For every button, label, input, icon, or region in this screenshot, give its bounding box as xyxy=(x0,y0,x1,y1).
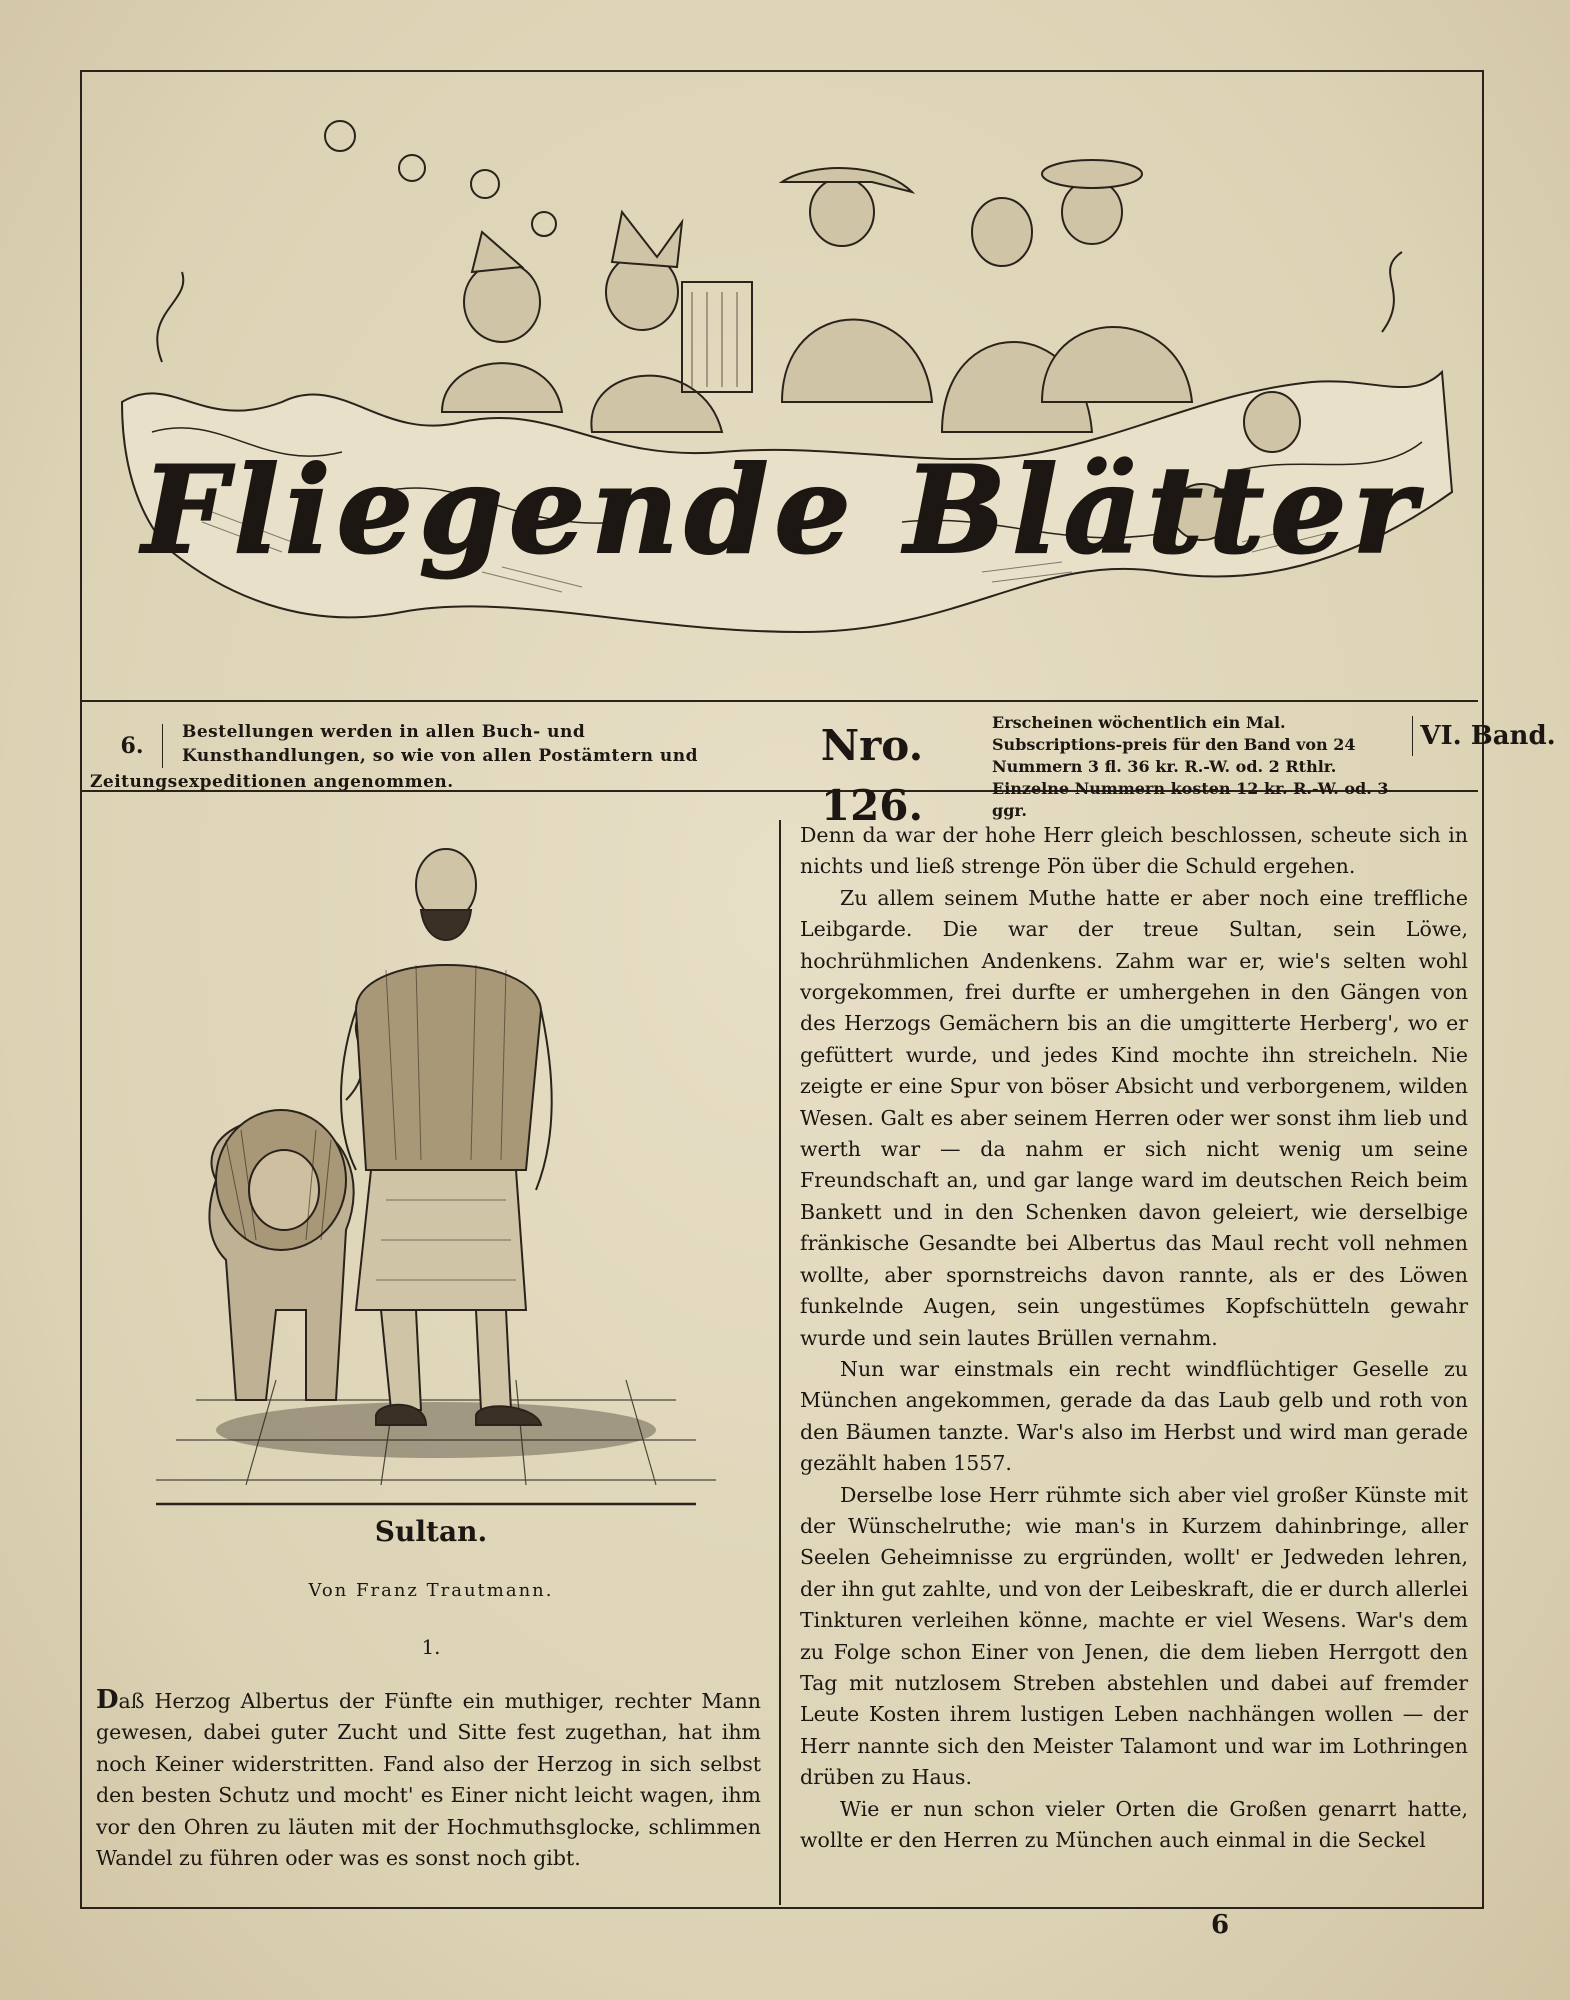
issue-number: Nro. 126. xyxy=(820,721,924,830)
right-column xyxy=(800,820,1470,1900)
engraving xyxy=(156,840,716,1510)
left-column xyxy=(96,820,766,1900)
paragraph: Derselbe lose Herr rühmte sich aber viel großer Künste mit der Wünschelruthe; wie man's in Kurzem dahinbringe, aller Seelen Geheimnisse zu ergründen, wollt' er Jedweden lehren, der ihn gut zahlte, und von der Leibeskraft, die er durch allerlei Tinkturen verleihen könne, machte er viel Wesens. War's dem zu Folge schon Einer von Jenen, die dem lieben Herrgott den Tag mit nutzlosem Streben abstehlen und dabei auf fremder Leute Kosten ihrem lustigen Leben nachhängen wollen — der Herr nannte sich den Meister Talamont und war im Lothringen drüben zu Haus. xyxy=(800,1482,1468,1790)
masthead-illustration xyxy=(82,72,1478,692)
story-author: Von Franz Trautmann. xyxy=(308,1580,554,1601)
left-column-text xyxy=(96,1685,761,1874)
masthead-title: Fliegende Blätter xyxy=(142,440,1422,581)
paragraph: Zu allem seinem Muthe hatte er aber noch eine treffliche Leibgarde. Die war der treue Sultan, sein Löwe, hochrühmlichen Andenkens. Zahm war er, wie's selten wohl vorgekommen, frei durfte er umhergehen in den Gängen von des Herzogs Gemächern bis an die umgitterte Herberg', wo er gefüttert wurde, und jedes Kind mochte ihn streicheln. Nie zeigte er eine Spur von böser Absicht und verborgenem, wilden Wesen. Galt es aber seinem Herren oder wer sonst ihm lieb und werth war — da nahm er sich nicht wenig um seine Freundschaft an, und gar lange ward im deutschen Reich beim Bankett und in den Schenken davon geleiert, wie derselbige fränkische Gesandte bei Albertus das Maul recht voll nehmen wollte, aber spornstreichs davon rannte, als er des Löwen funkelnde Augen, sein ungestümes Kopfschütteln gewahr wurde und sein lautes Brüllen vernahm. xyxy=(800,885,1468,1350)
volume-label: VI. Band. xyxy=(1412,716,1563,756)
ordering-text: Bestellungen werden in allen Buch- und Kunsthandlungen, so wie von allen Postämtern und xyxy=(182,722,699,766)
subscription-info: Erscheinen wöchentlich ein Mal. Subscriptions-preis für den Band von 24 Nummern 3 fl. 36 kr. R.-W. od. 2 Rthlr. Einzelne Nummern kosten 12 kr. R.-W. od. 3 ggr. xyxy=(992,713,1389,820)
issue-info-bar xyxy=(82,700,1556,830)
page-number: 6 xyxy=(1210,1910,1230,1940)
column-divider xyxy=(779,820,781,1905)
ordering-info xyxy=(90,720,742,792)
paragraph: Daß Herzog Albertus der Fünfte ein muthiger, rechter Mann gewesen, dabei guter Zucht und Sitte fest zugethan, hat ihm noch Keiner widerstritten. Fand also der Herzog in sich selbst den besten Schutz und mocht' es Einer nicht leicht wagen, ihm vor den Ohren zu läuten mit der Hochmuthsglocke, schlimmen Wandel zu führen oder was es sonst noch gibt. xyxy=(96,1685,761,1871)
story-title: Sultan. xyxy=(374,1515,488,1548)
paragraph: Wie er nun schon vieler Orten die Großen genarrt hatte, wollte er den Herren zu München auch einmal in die Seckel xyxy=(800,1796,1468,1852)
duke-and-lion-illustration xyxy=(156,840,716,1510)
ordering-text-line3: Zeitungsexpeditionen angenommen. xyxy=(90,772,454,792)
sequence-number: 6. xyxy=(102,724,163,768)
masthead xyxy=(82,72,1478,692)
chapter-number: 1. xyxy=(421,1635,441,1659)
paragraph: Denn da war der hohe Herr gleich beschlossen, scheute sich in nichts und ließ strenge Pön über die Schuld ergehen. xyxy=(800,823,1468,879)
paragraph: Nun war einstmals ein recht windflüchtiger Geselle zu München angekommen, gerade da das Laub gelb und roth von den Bäumen tanzte. War's also im Herbst und wird man gerade gezählt haben 1557. xyxy=(800,1356,1468,1476)
